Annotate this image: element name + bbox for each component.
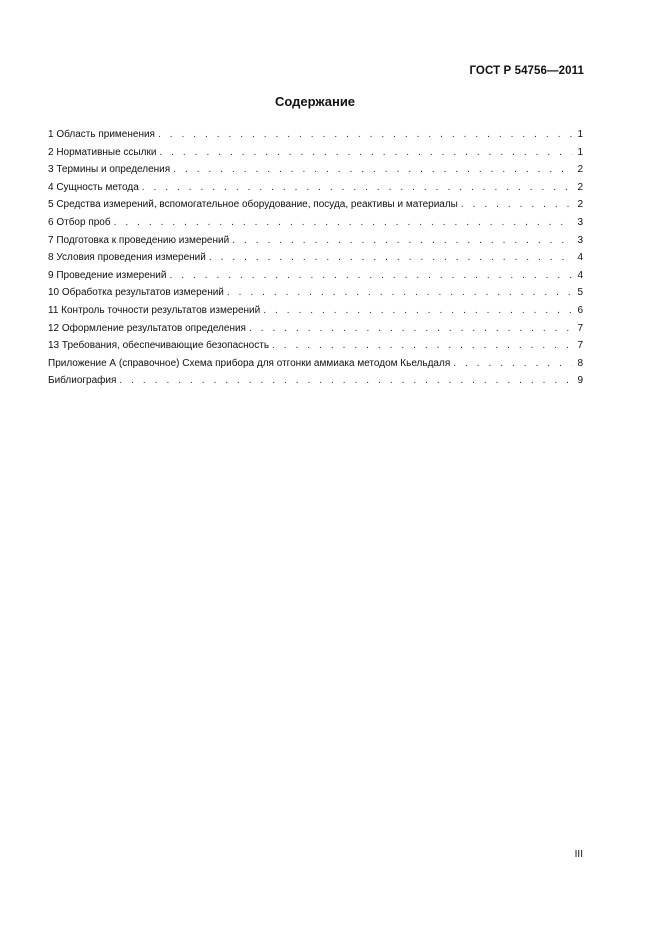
dot-leader	[159, 144, 572, 162]
toc-entry-appendix-a	[48, 355, 583, 373]
toc-entry-page: 5	[577, 287, 583, 299]
toc-entry-processing	[48, 284, 583, 302]
toc-entry-label: 12 Оформление результатов определения	[48, 322, 246, 334]
toc-entry-page: 1	[577, 129, 583, 140]
toc-entry-results-formatting	[48, 320, 583, 338]
toc-entry-page: 2	[577, 199, 583, 211]
toc-entry-safety	[48, 337, 583, 355]
dot-leader	[169, 267, 572, 285]
toc-entry-page: 7	[577, 340, 583, 352]
dot-leader	[119, 372, 572, 390]
toc-entry-page: 1	[577, 146, 583, 158]
toc-entry-conditions	[48, 249, 583, 267]
dot-leader	[173, 161, 572, 179]
page-number: III	[574, 849, 583, 860]
toc-entry-label: Приложение А (справочное) Схема прибора для отгонки аммиака методом Кьельдаля	[48, 357, 451, 369]
dot-leader	[272, 337, 572, 355]
dot-leader	[158, 126, 572, 144]
table-of-contents	[48, 126, 583, 390]
toc-entry-bibliography	[48, 372, 583, 390]
dot-leader	[461, 196, 572, 214]
dot-leader	[232, 232, 572, 250]
toc-entry-preparation	[48, 232, 583, 250]
toc-entry-scope	[48, 126, 583, 144]
toc-entry-label: 1 Область применения	[48, 129, 155, 140]
toc-entry-terms	[48, 161, 583, 179]
dot-leader	[227, 284, 572, 302]
toc-entry-label: 2 Нормативные ссылки	[48, 146, 157, 158]
dot-leader	[209, 249, 572, 267]
toc-entry-page: 3	[577, 234, 583, 246]
toc-entry-method-essence	[48, 179, 583, 197]
toc-entry-normative-references	[48, 144, 583, 162]
toc-entry-accuracy-control	[48, 302, 583, 320]
dot-leader	[263, 302, 572, 320]
toc-entry-label: 5 Средства измерений, вспомогательное оборудование, посуда, реактивы и материалы	[48, 199, 458, 211]
toc-entry-label: 13 Требования, обеспечивающие безопасность	[48, 340, 270, 352]
toc-entry-measurements	[48, 267, 583, 285]
toc-entry-label: 10 Обработка результатов измерений	[48, 287, 224, 299]
toc-entry-page: 4	[577, 269, 583, 281]
dot-leader	[249, 320, 572, 338]
toc-entry-sampling	[48, 214, 583, 232]
toc-entry-page: 7	[577, 322, 583, 334]
toc-entry-page: 4	[577, 252, 583, 264]
document-code: ГОСТ Р 54756—2011	[469, 65, 584, 77]
toc-entry-measuring-instruments	[48, 196, 583, 214]
toc-entry-page: 8	[577, 357, 583, 369]
toc-entry-label: 8 Условия проведения измерений	[48, 252, 206, 264]
toc-entry-page: 2	[577, 164, 583, 176]
dot-leader	[114, 214, 572, 232]
toc-entry-page: 3	[577, 216, 583, 228]
toc-entry-label: 4 Сущность метода	[48, 181, 139, 193]
toc-entry-page: 2	[577, 181, 583, 193]
toc-entry-page: 9	[577, 375, 583, 387]
toc-entry-page: 6	[577, 304, 583, 316]
toc-title: Содержание	[274, 94, 356, 109]
toc-entry-label: 3 Термины и определения	[48, 164, 171, 176]
dot-leader	[453, 355, 572, 373]
dot-leader	[142, 179, 572, 197]
toc-entry-label: Библиография	[48, 375, 117, 387]
toc-entry-label: 11 Контроль точности результатов измерений	[48, 304, 261, 316]
toc-entry-label: 6 Отбор проб	[48, 216, 111, 228]
toc-entry-label: 9 Проведение измерений	[48, 269, 167, 281]
toc-entry-label: 7 Подготовка к проведению измерений	[48, 234, 230, 246]
